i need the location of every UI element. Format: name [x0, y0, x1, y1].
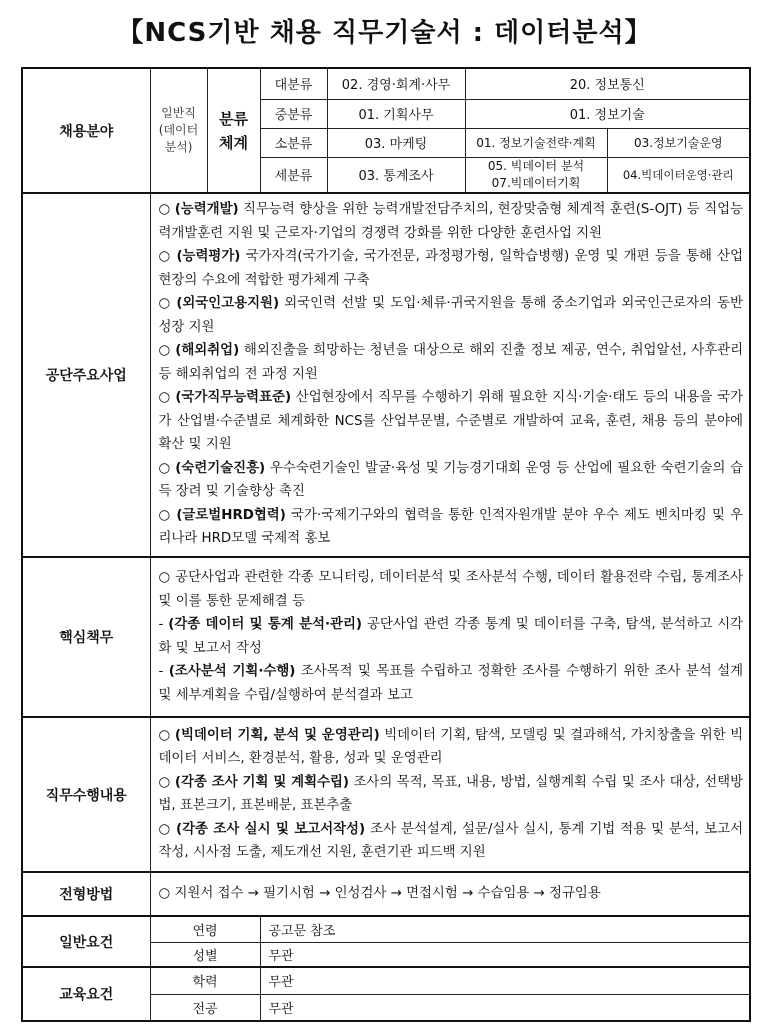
general-value: 무관 [260, 942, 750, 967]
tasks-row [22, 717, 750, 872]
general-label: 일반요건 [22, 916, 150, 967]
business-item: ○ (해외취업) 해외진출을 희망하는 청년을 대상으로 해외 진출 정보 제공, 연수, 취업알선, 사후관리 등 해외취업의 전 과정 지원 [158, 343, 744, 382]
business-item: ○ (외국인고용지원) 외국인력 선발 및 도입·체류·귀국지원을 통해 중소기업과 외국인근로자의 동반성장 지원 [158, 296, 744, 335]
middle-label: 중분류 [260, 99, 327, 128]
major-code: 02. 경영·회계·사무 [327, 68, 465, 99]
business-row [22, 193, 750, 557]
job-type: 일반직 (데이터 분석) [150, 68, 207, 193]
middle-value: 01. 정보기술 [465, 99, 750, 128]
business-label: 공단주요사업 [22, 193, 150, 557]
duties-item: - (각종 데이터 및 통계 분석·관리) 공단사업 관련 각종 통계 및 데이터를 구축, 탐색, 분석하고 시각화 및 보고서 작성 [158, 617, 743, 656]
education-key: 학력 [150, 967, 260, 994]
business-item: ○ (숙련기술진흥) 우수숙련기술인 발굴·육성 및 기능경기대회 운영 등 산업에 필요한 숙련기술의 습득 장려 및 기술향상 촉진 [158, 460, 744, 500]
job-description-table [21, 67, 751, 1022]
selection-content: ○ 지원서 접수 → 필기시험 → 인성검사 → 면접시험 → 수습임용 → 정규임용 [150, 872, 750, 916]
general-key: 연령 [150, 916, 260, 942]
classification-label: 분류 체계 [207, 68, 260, 193]
field-label: 채용분야 [22, 68, 150, 193]
major-value: 20. 정보통신 [465, 68, 750, 99]
education-label: 교육요건 [22, 967, 150, 1021]
detail-code: 03. 통계조사 [327, 157, 465, 193]
business-item: ○ (능력개발) 직무능력 향상을 위한 능력개발전담주치의, 현장맞춤형 체계적 훈련(S-OJT) 등 직업능력개발훈련 지원 및 근로자·기업의 경쟁력 강화를 위한 다양한 훈련사업 지원 [158, 202, 744, 241]
business-content [150, 193, 750, 557]
detail-value-2: 04.빅데이터운영·관리 [607, 157, 750, 193]
business-item: ○ (글로벌HRD협력) 국가·국제기구와의 협력을 통한 인적자원개발 분야 우수 제도 벤치마킹 및 우리나라 HRD모델 국제적 홍보 [158, 507, 743, 547]
minor-code: 03. 마케팅 [327, 128, 465, 157]
selection-steps: 지원서 접수 → 필기시험 → 인성검사 → 면접시험 → 수습임용 → 정규임용 [174, 885, 601, 901]
general-value: 공고문 참조 [260, 916, 750, 942]
education-value: 무관 [260, 967, 750, 994]
general-row-age [22, 916, 750, 942]
detail-label: 세분류 [260, 157, 327, 193]
major-label: 대분류 [260, 68, 327, 99]
business-item: ○ (능력평가) 국가자격(국가기술, 국가전문, 과정평가형, 일학습병행) 운영 및 개편 등을 통해 산업현장의 수요에 적합한 평가체계 구축 [158, 249, 744, 288]
duties-item: - (조사분석 기획·수행) 조사목적 및 목표를 수립하고 정확한 조사를 수행하기 위한 조사 분석 설계 및 세부계획을 수립/실행하여 분석결과 보고 [158, 664, 744, 703]
selection-label: 전형방법 [22, 872, 150, 916]
education-value: 무관 [260, 994, 750, 1021]
page-title: 【NCS기반 채용 직무기술서 : 데이터분석】 [117, 18, 652, 48]
general-key: 성별 [150, 942, 260, 967]
tasks-item: ○ (각종 조사 실시 및 보고서작성) 조사 분석설계, 설문/실사 실시, 통계 기법 적용 및 분석, 보고서 작성, 시사점 도출, 제도개선 지원, 훈련기관 피드백 지원 [158, 821, 744, 860]
duties-content [150, 557, 750, 717]
middle-code: 01. 기획사무 [327, 99, 465, 128]
detail-value-1: 05. 빅데이터 분석 07.빅데이터기획 [465, 157, 607, 193]
education-key: 전공 [150, 994, 260, 1021]
education-row-degree [22, 967, 750, 994]
business-item: ○ (국가직무능력표준) 산업현장에서 직무를 수행하기 위해 필요한 지식·기술·태도 등의 내용을 국가가 산업별·수준별로 체계화한 NCS를 산업부문별, 수준별로 개발하여 교육, 훈련, 채용 등의 분야에 확산 및 지원 [158, 390, 744, 453]
duties-intro: ○ 공단사업과 관련한 각종 모니터링, 데이터분석 및 조사분석 수행, 데이터 활용전략 수립, 통계조사 및 이를 통한 문제해결 등 [158, 570, 744, 609]
minor-value-1: 01. 정보기술전략·계획 [465, 128, 607, 157]
duties-label: 핵심책무 [22, 557, 150, 717]
tasks-label: 직무수행내용 [22, 717, 150, 872]
tasks-item: ○ (빅데이터 기획, 분석 및 운영관리) 빅데이터 기획, 탐색, 모델링 및 결과해석, 가치창출을 위한 빅데이터 서비스, 환경분석, 활용, 성과 및 운영관리 [158, 727, 744, 766]
minor-label: 소분류 [260, 128, 327, 157]
minor-value-2: 03.정보기술운영 [607, 128, 750, 157]
field-row-major [22, 68, 750, 99]
duties-row [22, 557, 750, 717]
selection-row [22, 872, 750, 916]
tasks-content [150, 717, 750, 872]
tasks-item: ○ (각종 조사 기획 및 계획수립) 조사의 목적, 목표, 내용, 방법, 실행계획 수립 및 조사 대상, 선택방법, 표본크기, 표본배분, 표본추출 [158, 774, 744, 813]
